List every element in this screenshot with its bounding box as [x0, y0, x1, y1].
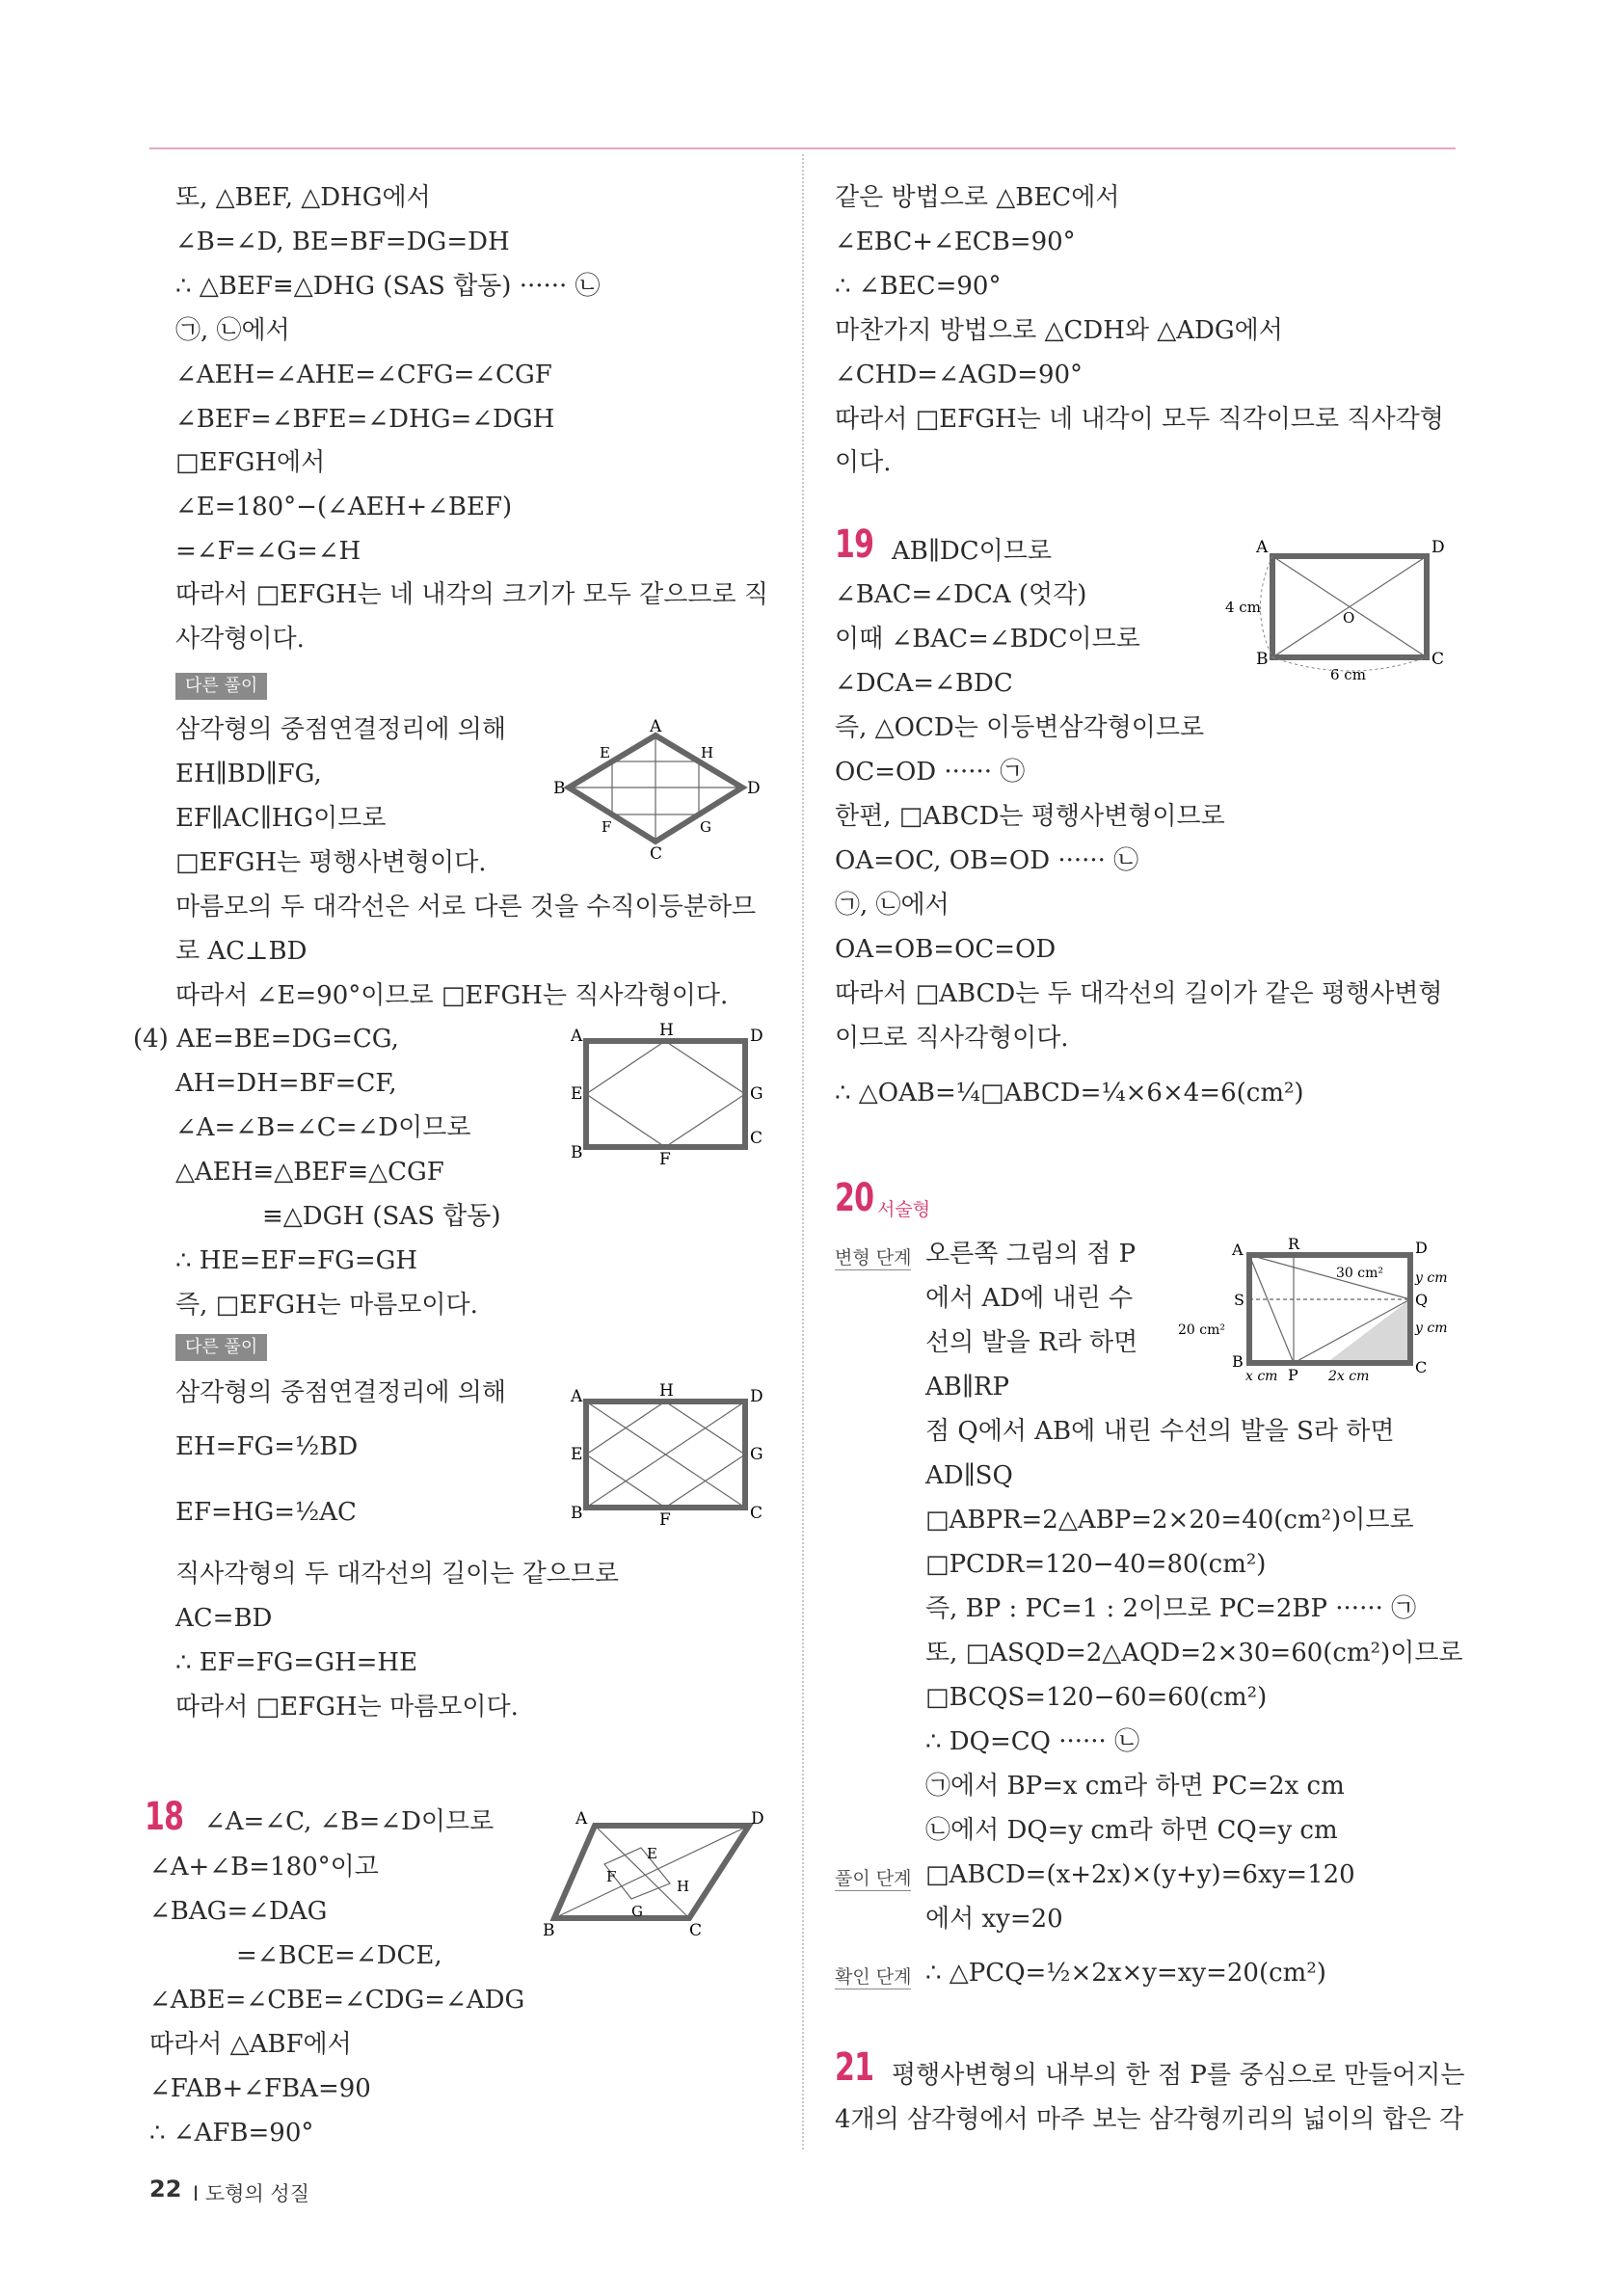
text-line: ∠BAG=∠DAG: [149, 1897, 328, 1926]
text-line: ㉠에서 BP=x cm라 하면 PC=2x cm: [925, 1772, 1345, 1801]
text-line: ∠AEH=∠AHE=∠CFG=∠CGF: [175, 360, 552, 389]
text-line: ∠B=∠D, BE=BF=DG=DH: [175, 227, 510, 256]
x-label-c: 2x cm: [1328, 1369, 1370, 1384]
text-line: EH∥BD∥FG,: [175, 760, 322, 788]
svg-text:D: D: [751, 1809, 764, 1829]
text-line: ∴ ∠BEC=90°: [835, 272, 1002, 301]
svg-text:B: B: [543, 1921, 555, 1939]
problem-number-18: 18: [145, 1795, 184, 1839]
text-line: (4) AE=BE=DG=CG,: [133, 1025, 399, 1054]
header-rule: [149, 147, 1456, 149]
text-line: 따라서 ∠E=90°이므로 □EFGH는 직사각형이다.: [175, 981, 729, 1010]
svg-text:C: C: [750, 1504, 763, 1523]
text-line: 이때 ∠BAC=∠BDC이므로: [835, 625, 1140, 654]
text-line: 같은 방법으로 △BEC에서: [835, 183, 1120, 212]
problem-type-label: 서술형: [877, 1199, 931, 1220]
text-line: ㉡에서 DQ=y cm라 하면 CQ=y cm: [925, 1816, 1338, 1845]
text-line: ∠ABE=∠CBE=∠CDG=∠ADG: [149, 1986, 525, 2015]
text-line: AH=DH=BF=CF,: [175, 1069, 397, 1098]
svg-text:C: C: [1431, 650, 1445, 669]
text-line: ∠A=∠C, ∠B=∠D이므로: [204, 1807, 495, 1836]
x-label-b: x cm: [1245, 1369, 1278, 1384]
svg-text:B: B: [1256, 650, 1269, 669]
step-label-check: 확인 단계: [835, 1962, 911, 1989]
text-line: ∠BEF=∠BFE=∠DHG=∠DGH: [175, 405, 555, 434]
text-line: 마찬가지 방법으로 △CDH와 △ADG에서: [835, 316, 1283, 345]
text-line: ∠A=∠B=∠C=∠D이므로: [175, 1113, 471, 1142]
text-line: □BCQS=120−60=60(cm²): [925, 1683, 1268, 1712]
text-line: ∴ DQ=CQ ······ ㉡: [925, 1727, 1140, 1756]
text-line: ∴ △PCQ=½×2x×y=xy=20(cm²): [925, 1959, 1326, 1988]
text-line: 따라서 △ABF에서: [149, 2030, 352, 2059]
text-line: 따라서 □EFGH는 네 내각이 모두 직각이므로 직사각형: [835, 405, 1444, 434]
text-line: 즉, BP : PC=1 : 2이므로 PC=2BP ······ ㉠: [925, 1594, 1417, 1623]
svg-text:C: C: [750, 1129, 763, 1148]
text-line: ∠BAC=∠DCA (엇각): [835, 580, 1087, 609]
text-line: ∠CHD=∠AGD=90°: [835, 360, 1083, 389]
problem-number-19: 19: [835, 522, 874, 567]
text-line: 오른쪽 그림의 점 P: [925, 1240, 1137, 1268]
svg-text:F: F: [602, 818, 612, 836]
text-line: 한편, □ABCD는 평행사변형이므로: [835, 802, 1225, 831]
svg-text:A: A: [1232, 1241, 1244, 1259]
svg-text:A: A: [575, 1809, 588, 1829]
text-line: 사각형이다.: [175, 625, 305, 654]
text-line: AC=BD: [175, 1604, 273, 1633]
text-line: 마름모의 두 대각선은 서로 다른 것을 수직이등분하므: [175, 893, 757, 921]
svg-text:G: G: [631, 1903, 643, 1920]
text-line: ∴ EF=FG=GH=HE: [175, 1648, 418, 1677]
svg-text:D: D: [747, 779, 761, 798]
text-line: 이므로 직사각형이다.: [835, 1024, 1069, 1053]
text-line: 평행사변형의 내부의 한 점 P를 중심으로 만들어지는: [892, 2061, 1465, 2090]
text-line: EF∥AC∥HG이므로: [175, 804, 387, 833]
text-line: ㉠, ㉡에서: [835, 891, 950, 920]
text-line: 또, △BEF, △DHG에서: [175, 183, 431, 212]
text-line: EF=HG=½AC: [175, 1498, 357, 1527]
svg-text:G: G: [700, 818, 711, 836]
svg-text:F: F: [659, 1510, 671, 1525]
text-line: □EFGH는 평행사변형이다.: [175, 848, 487, 877]
svg-text:S: S: [1234, 1291, 1244, 1309]
svg-text:H: H: [659, 1381, 674, 1401]
text-line: OA=OC, OB=OD ······ ㉡: [835, 846, 1139, 875]
text-line: 따라서 □ABCD는 두 대각선의 길이가 같은 평행사변형: [835, 979, 1443, 1008]
svg-text:H: H: [677, 1878, 690, 1895]
y-label-2: y cm: [1415, 1321, 1448, 1336]
text-line: △AEH≡△BEF≡△CGF: [175, 1158, 444, 1187]
text-line: ∠EBC+∠ECB=90°: [835, 227, 1076, 256]
text-line: 로 AC⊥BD: [175, 937, 308, 966]
text-line: ∴ △BEF≡△DHG (SAS 합동) ······ ㉡: [175, 272, 601, 301]
text-line: ∴ HE=EF=FG=GH: [175, 1246, 418, 1275]
svg-text:H: H: [701, 744, 714, 761]
svg-text:A: A: [1256, 538, 1269, 557]
rectangle-abcd-figure: [1219, 535, 1460, 689]
text-line: ∴ △OAB=¼□ABCD=¼×6×4=6(cm²): [835, 1079, 1304, 1108]
text-line: OC=OD ······ ㉠: [835, 758, 1026, 787]
text-line: □ABPR=2△ABP=2×20=40(cm²)이므로: [925, 1506, 1414, 1535]
rectangle-diagonals-figure: [567, 1380, 769, 1525]
text-line: 4개의 삼각형에서 마주 보는 삼각형끼리의 넓이의 합은 각: [835, 2105, 1464, 2134]
text-line: 따라서 □EFGH는 마름모이다.: [175, 1693, 519, 1722]
text-line: □EFGH에서: [175, 448, 326, 477]
text-line: 선의 발을 R라 하면: [925, 1328, 1138, 1357]
svg-text:D: D: [1415, 1239, 1428, 1257]
text-line: OA=OB=OC=OD: [835, 935, 1057, 964]
area-label-left: 20 cm²: [1178, 1322, 1225, 1338]
svg-text:G: G: [750, 1084, 763, 1104]
text-line: 직사각형의 두 대각선의 길이는 같으므로: [175, 1560, 620, 1589]
problem-number-20: 20: [835, 1176, 874, 1220]
text-line: AB∥RP: [925, 1373, 1009, 1402]
text-line: 이다.: [835, 448, 892, 477]
svg-text:D: D: [750, 1027, 763, 1046]
area-label-top: 30 cm²: [1336, 1266, 1383, 1281]
svg-text:E: E: [571, 1445, 583, 1464]
column-divider: [802, 154, 804, 2149]
text-line: 삼각형의 중점연결정리에 의해: [175, 1378, 507, 1407]
rhombus-figure: [549, 718, 771, 863]
svg-text:H: H: [659, 1021, 674, 1040]
svg-text:B: B: [1232, 1352, 1244, 1371]
text-line: □ABCD=(x+2x)×(y+y)=6xy=120: [925, 1860, 1355, 1889]
svg-text:B: B: [571, 1143, 583, 1162]
svg-text:C: C: [1415, 1358, 1428, 1376]
svg-text:Q: Q: [1415, 1291, 1429, 1309]
svg-text:G: G: [750, 1445, 763, 1464]
svg-text:P: P: [1288, 1366, 1298, 1384]
text-line: ㉠, ㉡에서: [175, 316, 290, 345]
svg-text:B: B: [571, 1504, 583, 1523]
text-line: ∠FAB+∠FBA=90: [149, 2074, 371, 2103]
text-line: 따라서 □EFGH는 네 내각의 크기가 모두 같으므로 직: [175, 580, 768, 609]
side-label: 4 cm: [1225, 599, 1261, 616]
rectangle-rhombus-figure: [567, 1020, 769, 1164]
chapter-title: Ⅰ 도형의 성질: [193, 2182, 309, 2205]
page-number: 22: [149, 2176, 182, 2203]
step-label-solve: 풀이 단계: [835, 1864, 911, 1891]
text-line: ∠A+∠B=180°이고: [149, 1853, 379, 1882]
svg-text:A: A: [571, 1027, 583, 1046]
svg-text:E: E: [647, 1845, 657, 1862]
svg-text:D: D: [750, 1387, 763, 1406]
svg-text:F: F: [606, 1868, 617, 1885]
svg-text:O: O: [1343, 609, 1355, 627]
other-solution-tag: 다른 풀이: [175, 673, 267, 700]
svg-text:E: E: [600, 744, 610, 761]
svg-text:F: F: [659, 1150, 671, 1164]
y-label-1: y cm: [1415, 1270, 1448, 1286]
text-line: 점 Q에서 AB에 내린 수선의 발을 S라 하면: [925, 1417, 1395, 1446]
text-line: ∠E=180°−(∠AEH+∠BEF): [175, 493, 513, 521]
svg-text:C: C: [650, 844, 663, 863]
text-line: AB∥DC이므로: [892, 537, 1052, 566]
svg-text:E: E: [571, 1084, 583, 1104]
text-line: 또, □ASQD=2△AQD=2×30=60(cm²)이므로: [925, 1639, 1463, 1668]
rectangle-pq-figure: [1174, 1236, 1463, 1390]
other-solution-tag-2: 다른 풀이: [175, 1334, 267, 1361]
text-line: 즉, □EFGH는 마름모이다.: [175, 1291, 478, 1320]
step-label-transform: 변형 단계: [835, 1243, 911, 1270]
text-line: EH=FG=½BD: [175, 1432, 359, 1461]
problem-number-21: 21: [835, 2045, 874, 2090]
svg-text:C: C: [689, 1921, 703, 1939]
svg-text:D: D: [1431, 538, 1445, 557]
parallelogram-figure: [535, 1804, 776, 1939]
text-line: 에서 AD에 내린 수: [925, 1284, 1134, 1313]
svg-text:R: R: [1288, 1236, 1300, 1253]
text-line: AD∥SQ: [925, 1461, 1013, 1490]
text-line: ≡△DGH (SAS 합동): [262, 1202, 501, 1231]
text-line: ∴ ∠AFB=90°: [149, 2119, 314, 2148]
text-line: =∠BCE=∠DCE,: [236, 1941, 442, 1970]
bottom-label: 6 cm: [1330, 666, 1366, 683]
text-line: 에서 xy=20: [925, 1905, 1063, 1934]
text-line: 즉, △OCD는 이등변삼각형이므로: [835, 713, 1205, 742]
svg-text:A: A: [650, 718, 662, 736]
svg-text:A: A: [571, 1387, 583, 1406]
text-line: =∠F=∠G=∠H: [175, 537, 361, 566]
text-line: □PCDR=120−40=80(cm²): [925, 1550, 1267, 1579]
text-line: ∠DCA=∠BDC: [835, 669, 1013, 698]
svg-text:B: B: [553, 779, 566, 798]
text-line: 삼각형의 중점연결정리에 의해: [175, 715, 507, 744]
